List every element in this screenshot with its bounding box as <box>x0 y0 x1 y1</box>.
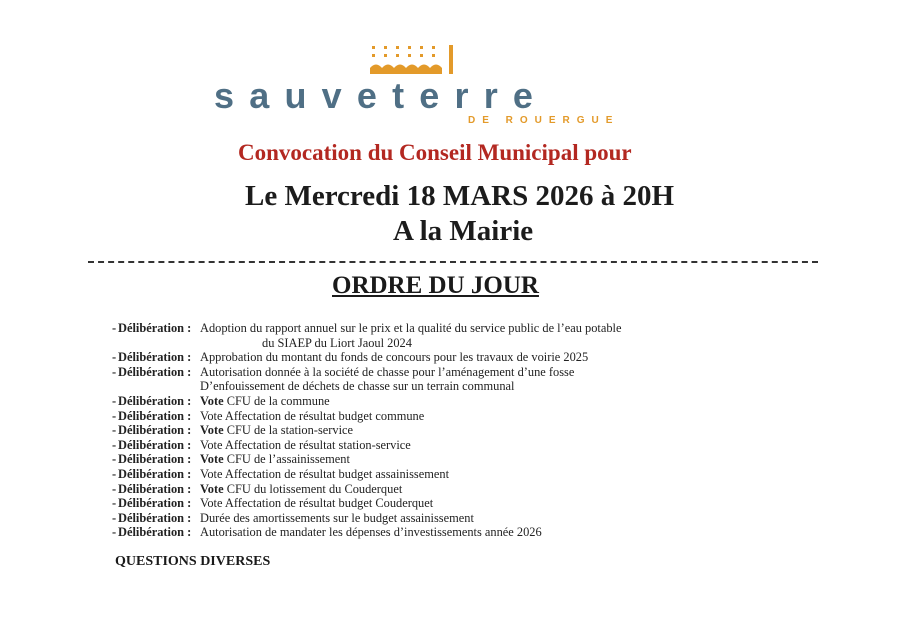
agenda-item-label: - Délibération : <box>112 408 192 423</box>
agenda-item-continuation: D’enfouissement de déchets de chasse sur un terrain communal <box>200 379 515 394</box>
meeting-place: A la Mairie <box>393 215 534 247</box>
agenda-item-label: - Délibération : <box>112 350 192 365</box>
agenda-item-text: Approbation du montant du fonds de concours pour les travaux de voirie 2025 <box>200 350 589 365</box>
agenda-item <box>112 452 672 467</box>
agenda-item <box>112 394 672 409</box>
agenda-item-label: - Délibération : <box>112 466 192 481</box>
agenda-item-text: Vote CFU de la commune <box>200 393 330 408</box>
agenda-item <box>112 365 672 380</box>
agenda-item <box>112 350 672 365</box>
dashed-separator <box>88 261 818 263</box>
agenda-item-text: Vote Affectation de résultat station-service <box>200 437 411 452</box>
agenda-item-text: Vote CFU de l’assainissement <box>200 452 350 467</box>
agenda-item <box>112 467 672 482</box>
brand-subtitle: DE ROUERGUE <box>468 115 620 126</box>
agenda-item <box>112 496 672 511</box>
agenda-item-text: Adoption du rapport annuel sur le prix et la qualité du service public de l’eau potable <box>200 321 622 335</box>
agenda-item <box>112 423 672 438</box>
agenda-item-label: - Délibération : <box>112 525 192 540</box>
questions-diverses: QUESTIONS DIVERSES <box>115 554 271 569</box>
agenda-item <box>112 438 672 453</box>
agenda-item-label: - Délibération : <box>112 393 192 408</box>
agenda-item <box>112 409 672 424</box>
agenda-item-text: Autorisation de mandater les dépenses d’investissements année 2026 <box>200 525 542 540</box>
logo-icon <box>370 44 470 76</box>
agenda-item-label: - Délibération : <box>112 510 192 525</box>
agenda-item-label: - Délibération : <box>112 481 192 496</box>
agenda-item-text: Vote CFU de la station-service <box>200 423 354 438</box>
agenda-item-text: Vote Affectation de résultat budget assainissement <box>200 466 450 481</box>
agenda-item-text: Vote Affectation de résultat budget Couderquet <box>200 496 434 511</box>
agenda-item-label: - Délibération : <box>112 496 192 511</box>
agenda-item-text: Autorisation donnée à la société de chasse pour l’aménagement d’une fosse <box>200 364 575 379</box>
agenda-item <box>112 482 672 497</box>
agenda-list <box>112 321 672 540</box>
agenda-item-label: - Délibération : <box>112 321 192 335</box>
meeting-date: Le Mercredi 18 MARS 2026 à 20H <box>245 180 675 212</box>
agenda-item-label: - Délibération : <box>112 364 192 379</box>
agenda-item-continuation: du SIAEP du Liort Jaoul 2024 <box>262 335 412 350</box>
agenda-title: ORDRE DU JOUR <box>332 272 539 299</box>
convocation-heading: Convocation du Conseil Municipal pour <box>238 140 632 165</box>
agenda-item-text: Durée des amortissements sur le budget assainissement <box>200 510 474 525</box>
brand-name: sauveterre <box>214 75 549 116</box>
agenda-item-text: Vote CFU du lotissement du Couderquet <box>200 481 403 496</box>
agenda-item-label: - Délibération : <box>112 452 192 467</box>
agenda-item-label: - Délibération : <box>112 437 192 452</box>
agenda-item <box>112 525 672 540</box>
agenda-item <box>112 511 672 526</box>
agenda-item <box>112 321 672 336</box>
agenda-item-text: Vote Affectation de résultat budget commune <box>200 408 425 423</box>
agenda-item-label: - Délibération : <box>112 423 192 438</box>
